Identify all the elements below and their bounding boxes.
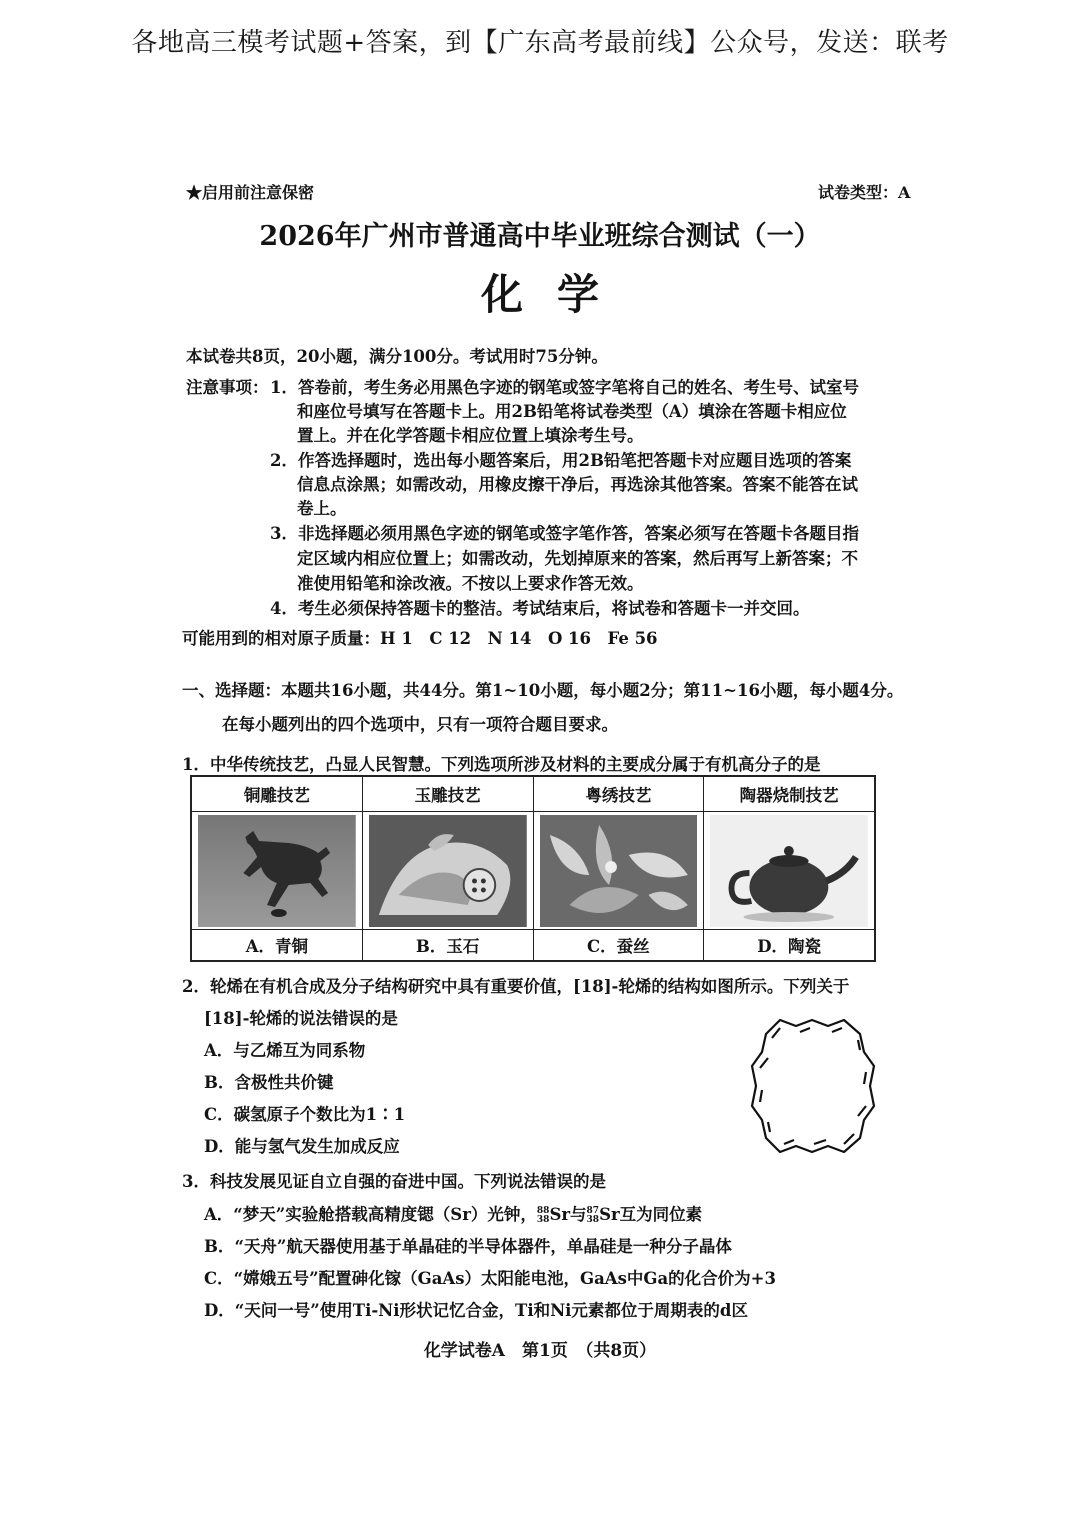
q3-option-a-text: Sr互为同位素 xyxy=(599,1205,703,1224)
embroidery-image xyxy=(534,812,704,930)
bronze-horse-image xyxy=(192,812,362,930)
notice-line: 和座位号填写在答题卡上。用2B铅笔将试卷类型（A）填涂在答题卡相应位 xyxy=(297,402,847,421)
notice-line: 置上。并在化学答题卡相应位置上填涂考生号。 xyxy=(297,426,644,445)
q3-option-c: C．“嫦娥五号”配置砷化镓（GaAs）太阳能电池，GaAs中Ga的化合价为+3 xyxy=(204,1269,776,1288)
annulene-structure-figure xyxy=(748,1016,878,1156)
section1-note: 在每小题列出的四个选项中，只有一项符合题目要求。 xyxy=(222,715,618,734)
q1-image-table xyxy=(190,775,876,962)
mass-number: 88 xyxy=(536,1205,550,1216)
q1-column xyxy=(534,777,705,960)
notice-line: 卷上。 xyxy=(297,499,347,518)
q1-stem: 1．中华传统技艺，凸显人民智慧。下列选项所涉及材料的主要成分属于有机高分子的是 xyxy=(182,755,821,774)
atomic-mass: 可能用到的相对原子质量：H 1 C 12 N 14 O 16 Fe 56 xyxy=(182,629,658,648)
q1-column xyxy=(704,777,874,960)
intro-text: 本试卷共8页，20小题，满分100分。考试用时75分钟。 xyxy=(186,347,608,366)
q3-option-a-text: A．“梦天”实验舱搭载高精度锶（Sr）光钟， xyxy=(204,1205,537,1224)
atomic-number: 38 xyxy=(536,1214,550,1225)
q1-column-head: 粤绣技艺 xyxy=(534,777,704,812)
secret-notice: ★启用前注意保密 xyxy=(186,183,315,202)
q1-option: A．青铜 xyxy=(245,937,309,956)
q1-option: B．玉石 xyxy=(415,937,480,956)
q3-option-b: B．“天舟”航天器使用基于单晶硅的半导体器件，单晶硅是一种分子晶体 xyxy=(204,1237,732,1256)
q1-option: C．蚕丝 xyxy=(587,937,650,956)
q1-column-head: 玉雕技艺 xyxy=(363,777,533,812)
subject-title: 化学 xyxy=(480,270,633,319)
notice-label: 注意事项： xyxy=(186,378,269,397)
q1-column xyxy=(192,777,363,960)
page-footer: 化学试卷A 第1页 （共8页） xyxy=(423,1341,657,1361)
q3-stem: 3．科技发展见证自立自强的奋进中国。下列说法错误的是 xyxy=(182,1172,606,1191)
atomic-number: 38 xyxy=(586,1214,600,1225)
q2-option: D．能与氢气发生加成反应 xyxy=(204,1137,400,1156)
isotope-notation xyxy=(587,1207,600,1225)
q2-option: C．碳氢原子个数比为1∶1 xyxy=(204,1105,406,1124)
q3-option-d: D．“天问一号”使用Ti-Ni形状记忆合金，Ti和Ni元素都位于周期表的d区 xyxy=(204,1301,748,1320)
notice-line: 定区域内相应位置上；如需改动，先划掉原来的答案，然后再写上新答案；不 xyxy=(297,549,858,568)
q2-option: B．含极性共价键 xyxy=(204,1073,334,1092)
notice-line: 准使用铅笔和涂改液。不按以上要求作答无效。 xyxy=(297,574,644,593)
exam-title: 2026年广州市普通高中毕业班综合测试（一） xyxy=(259,221,821,252)
section1-heading: 一、选择题：本题共16小题，共44分。第1~10小题，每小题2分；第11~16小题，每小题4分。 xyxy=(182,681,904,700)
teapot-image xyxy=(704,812,874,930)
notice-line: 信息点涂黑；如需改动，用橡皮擦干净后，再选涂其他答案。答案不能答在试 xyxy=(297,475,858,494)
notice-line: 1．答卷前，考生务必用黑色字迹的钢笔或签字笔将自己的姓名、考生号、试室号 xyxy=(270,378,859,397)
notice-line: 4．考生必须保持答题卡的整洁。考试结束后，将试卷和答题卡一并交回。 xyxy=(270,599,810,618)
q3-option-a-text: Sr与 xyxy=(549,1205,587,1224)
q2-stem: 2．轮烯在有机合成及分子结构研究中具有重要价值，[18]-轮烯的结构如图所示。下列关于 xyxy=(182,977,850,996)
top-banner: 各地高三模考试题+答案，到【广东高考最前线】公众号，发送：联考 xyxy=(131,28,949,58)
isotope-notation xyxy=(537,1207,550,1225)
q1-column xyxy=(363,777,534,960)
q1-column-head: 陶器烧制技艺 xyxy=(704,777,874,812)
notice-line: 2．作答选择题时，选出每小题答案后，用2B铅笔把答题卡对应题目选项的答案 xyxy=(270,451,852,470)
q3-option-a xyxy=(204,1201,702,1225)
q1-column-head: 铜雕技艺 xyxy=(192,777,362,812)
mass-number: 87 xyxy=(586,1205,600,1216)
jade-carving-image xyxy=(363,812,533,930)
q2-stem-cont: [18]-轮烯的说法错误的是 xyxy=(204,1009,398,1028)
notice-line: 3．非选择题必须用黑色字迹的钢笔或签字笔作答，答案必须写在答题卡各题目指 xyxy=(270,524,859,543)
paper-type: 试卷类型：A xyxy=(818,183,911,202)
q2-option: A．与乙烯互为同系物 xyxy=(204,1041,366,1060)
q1-option: D．陶瓷 xyxy=(757,937,822,956)
